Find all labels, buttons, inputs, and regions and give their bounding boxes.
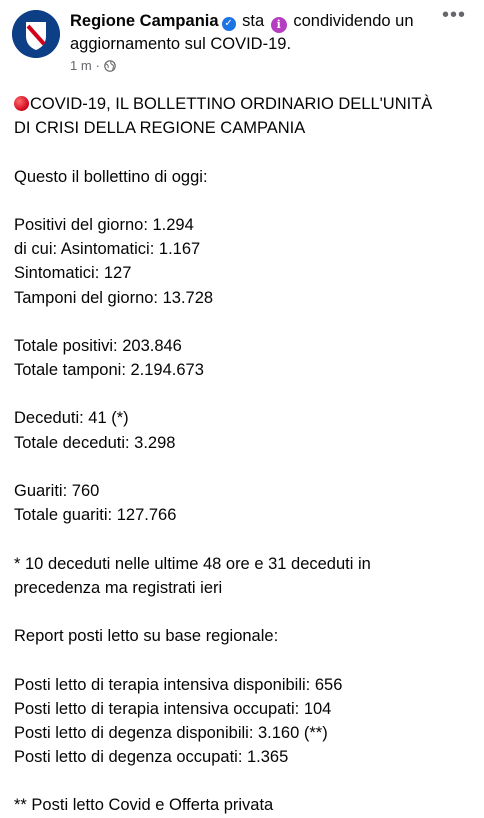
post-meta: [70, 58, 116, 73]
post-line-text: Deceduti: 41 (*): [14, 409, 129, 428]
post-line-text: Posti letto di degenza disponibili: 3.160 (**): [14, 723, 328, 742]
info-icon: i: [271, 17, 287, 33]
post-timestamp[interactable]: 1 m: [70, 58, 92, 73]
post-line-text: Report posti letto su base regionale:: [14, 627, 279, 646]
post-line-text: Posti letto di terapia intensiva occupati: 104: [14, 699, 332, 718]
post-body: [14, 92, 474, 818]
post-text-line: [14, 673, 474, 697]
post-text-line: [14, 431, 474, 455]
blank-line: [14, 769, 474, 793]
post-line-text: ** Posti letto Covid e Offerta privata: [14, 796, 274, 815]
blank-line: [14, 382, 474, 406]
post-text-line: [14, 721, 474, 745]
more-options-button[interactable]: •••: [441, 4, 466, 26]
page-name-link[interactable]: Regione Campania: [70, 12, 219, 30]
post-attribution: [70, 10, 442, 55]
blank-line: [14, 600, 474, 624]
post-text-line: [14, 552, 474, 576]
post-text-line: [14, 213, 474, 237]
blank-line: [14, 310, 474, 334]
blank-line: [14, 189, 474, 213]
post-line-text: Guariti: 760: [14, 482, 100, 500]
blank-line: [14, 648, 474, 672]
meta-separator: ·: [95, 58, 101, 73]
post-text-line: [14, 745, 474, 769]
post-text-line: [14, 479, 474, 503]
post-text-line: [14, 261, 474, 285]
post-text-line: [14, 286, 474, 310]
post-line-text: Tamponi del giorno: 13.728: [14, 288, 214, 307]
post-line-text: precedenza ma registrati ieri: [14, 578, 223, 597]
globe-icon: [104, 60, 116, 72]
post-text-line: [14, 237, 474, 261]
post-line-text: Posti letto di degenza occupati: 1.365: [14, 748, 289, 767]
post-line-text: Totale tamponi: 2.194.673: [14, 361, 204, 380]
post-text-line: [14, 576, 474, 600]
page-avatar[interactable]: [12, 10, 60, 58]
post-text-line: [14, 358, 474, 382]
post-text-line: [14, 793, 474, 817]
action-text: condividendo un aggiornamento sul COVID-19.: [70, 12, 414, 53]
blank-line: [14, 140, 474, 164]
post-line-text: COVID-19, IL BOLLETTINO ORDINARIO DELL'UNITÀ: [30, 95, 433, 113]
post-line-text: DI CRISI DELLA REGIONE CAMPANIA: [14, 119, 306, 138]
post-text-line: [14, 624, 474, 648]
red-circle-icon: [14, 96, 29, 111]
post-line-text: Totale guariti: 127.766: [14, 506, 177, 525]
post-line-text: Questo il bollettino di oggi:: [14, 167, 208, 186]
post-line-text: * 10 deceduti nelle ultime 48 ore e 31 deceduti in: [14, 554, 371, 573]
post-text-line: [14, 334, 474, 358]
post-header: [12, 4, 472, 88]
post-line-text: Positivi del giorno: 1.294: [14, 215, 194, 234]
post-text-line: [14, 92, 474, 116]
post-line-text: Sintomatici: 127: [14, 264, 132, 283]
post-text-line: [14, 165, 474, 189]
post-text-line: [14, 116, 474, 140]
post-line-text: Totale deceduti: 3.298: [14, 433, 176, 452]
blank-line: [14, 455, 474, 479]
region-crest-icon: [12, 10, 60, 58]
post-text-line: [14, 406, 474, 430]
action-prefix: sta: [242, 12, 265, 30]
post-line-text: Totale positivi: 203.846: [14, 336, 182, 355]
blank-line: [14, 527, 474, 551]
verified-badge-icon: ✓: [222, 17, 236, 31]
post-text-line: [14, 697, 474, 721]
post-text-line: [14, 503, 474, 527]
post-line-text: Posti letto di terapia intensiva disponibili: 656: [14, 675, 343, 694]
post-line-text: di cui: Asintomatici: 1.167: [14, 240, 201, 259]
